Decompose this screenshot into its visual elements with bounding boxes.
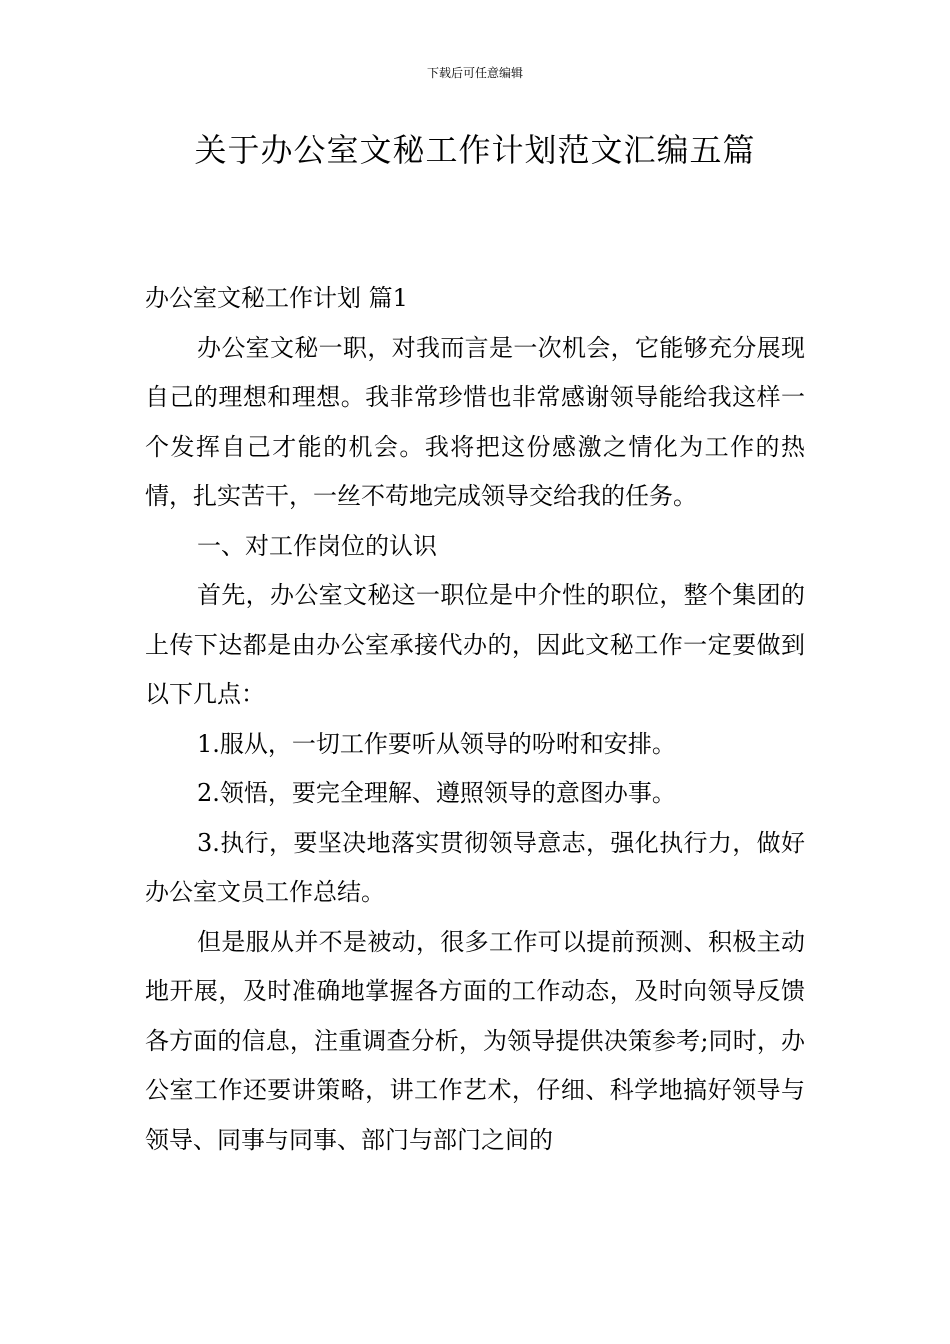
section-heading: 办公室文秘工作计划 篇1	[145, 284, 408, 312]
header-note: 下载后可任意编辑	[426, 66, 523, 80]
list-item-execute: 3.执行，要坚决地落实贯彻领导意志，强化执行力，做好办公室文员工作总结。	[145, 828, 805, 906]
paragraph-intro: 办公室文秘一职，对我而言是一次机会，它能够充分展现自己的理想和理想。我非常珍惜也非常感谢领导能给我这样一个发挥自己才能的机会。我将把这份感激之情化为工作的热情，扎实苦干，一丝不苟地完成领导交给我的任务。	[145, 333, 805, 510]
paragraph-first: 首先，办公室文秘这一职位是中介性的职位，整个集团的上传下达都是由办公室承接代办的，因此文秘工作一定要做到以下几点：	[145, 581, 805, 708]
paragraph-however: 但是服从并不是被动，很多工作可以提前预测、积极主动地开展，及时准确地掌握各方面的工作动态，及时向领导反馈各方面的信息，注重调查分析，为领导提供决策参考;同时，办公室工作还要讲策略，讲工作艺术，仔细、科学地搞好领导与领导、同事与同事、部门与部门之间的	[145, 927, 805, 1154]
list-item-obey: 1.服从，一切工作要听从领导的吩咐和安排。	[197, 729, 676, 758]
document-body	[145, 274, 805, 1165]
list-item-comprehend: 2.领悟，要完全理解、遵照领导的意图办事。	[197, 779, 676, 807]
document-title: 关于办公室文秘工作计划范文汇编五篇	[194, 131, 756, 169]
subheading-job-understanding: 一、对工作岗位的认识	[197, 531, 437, 560]
